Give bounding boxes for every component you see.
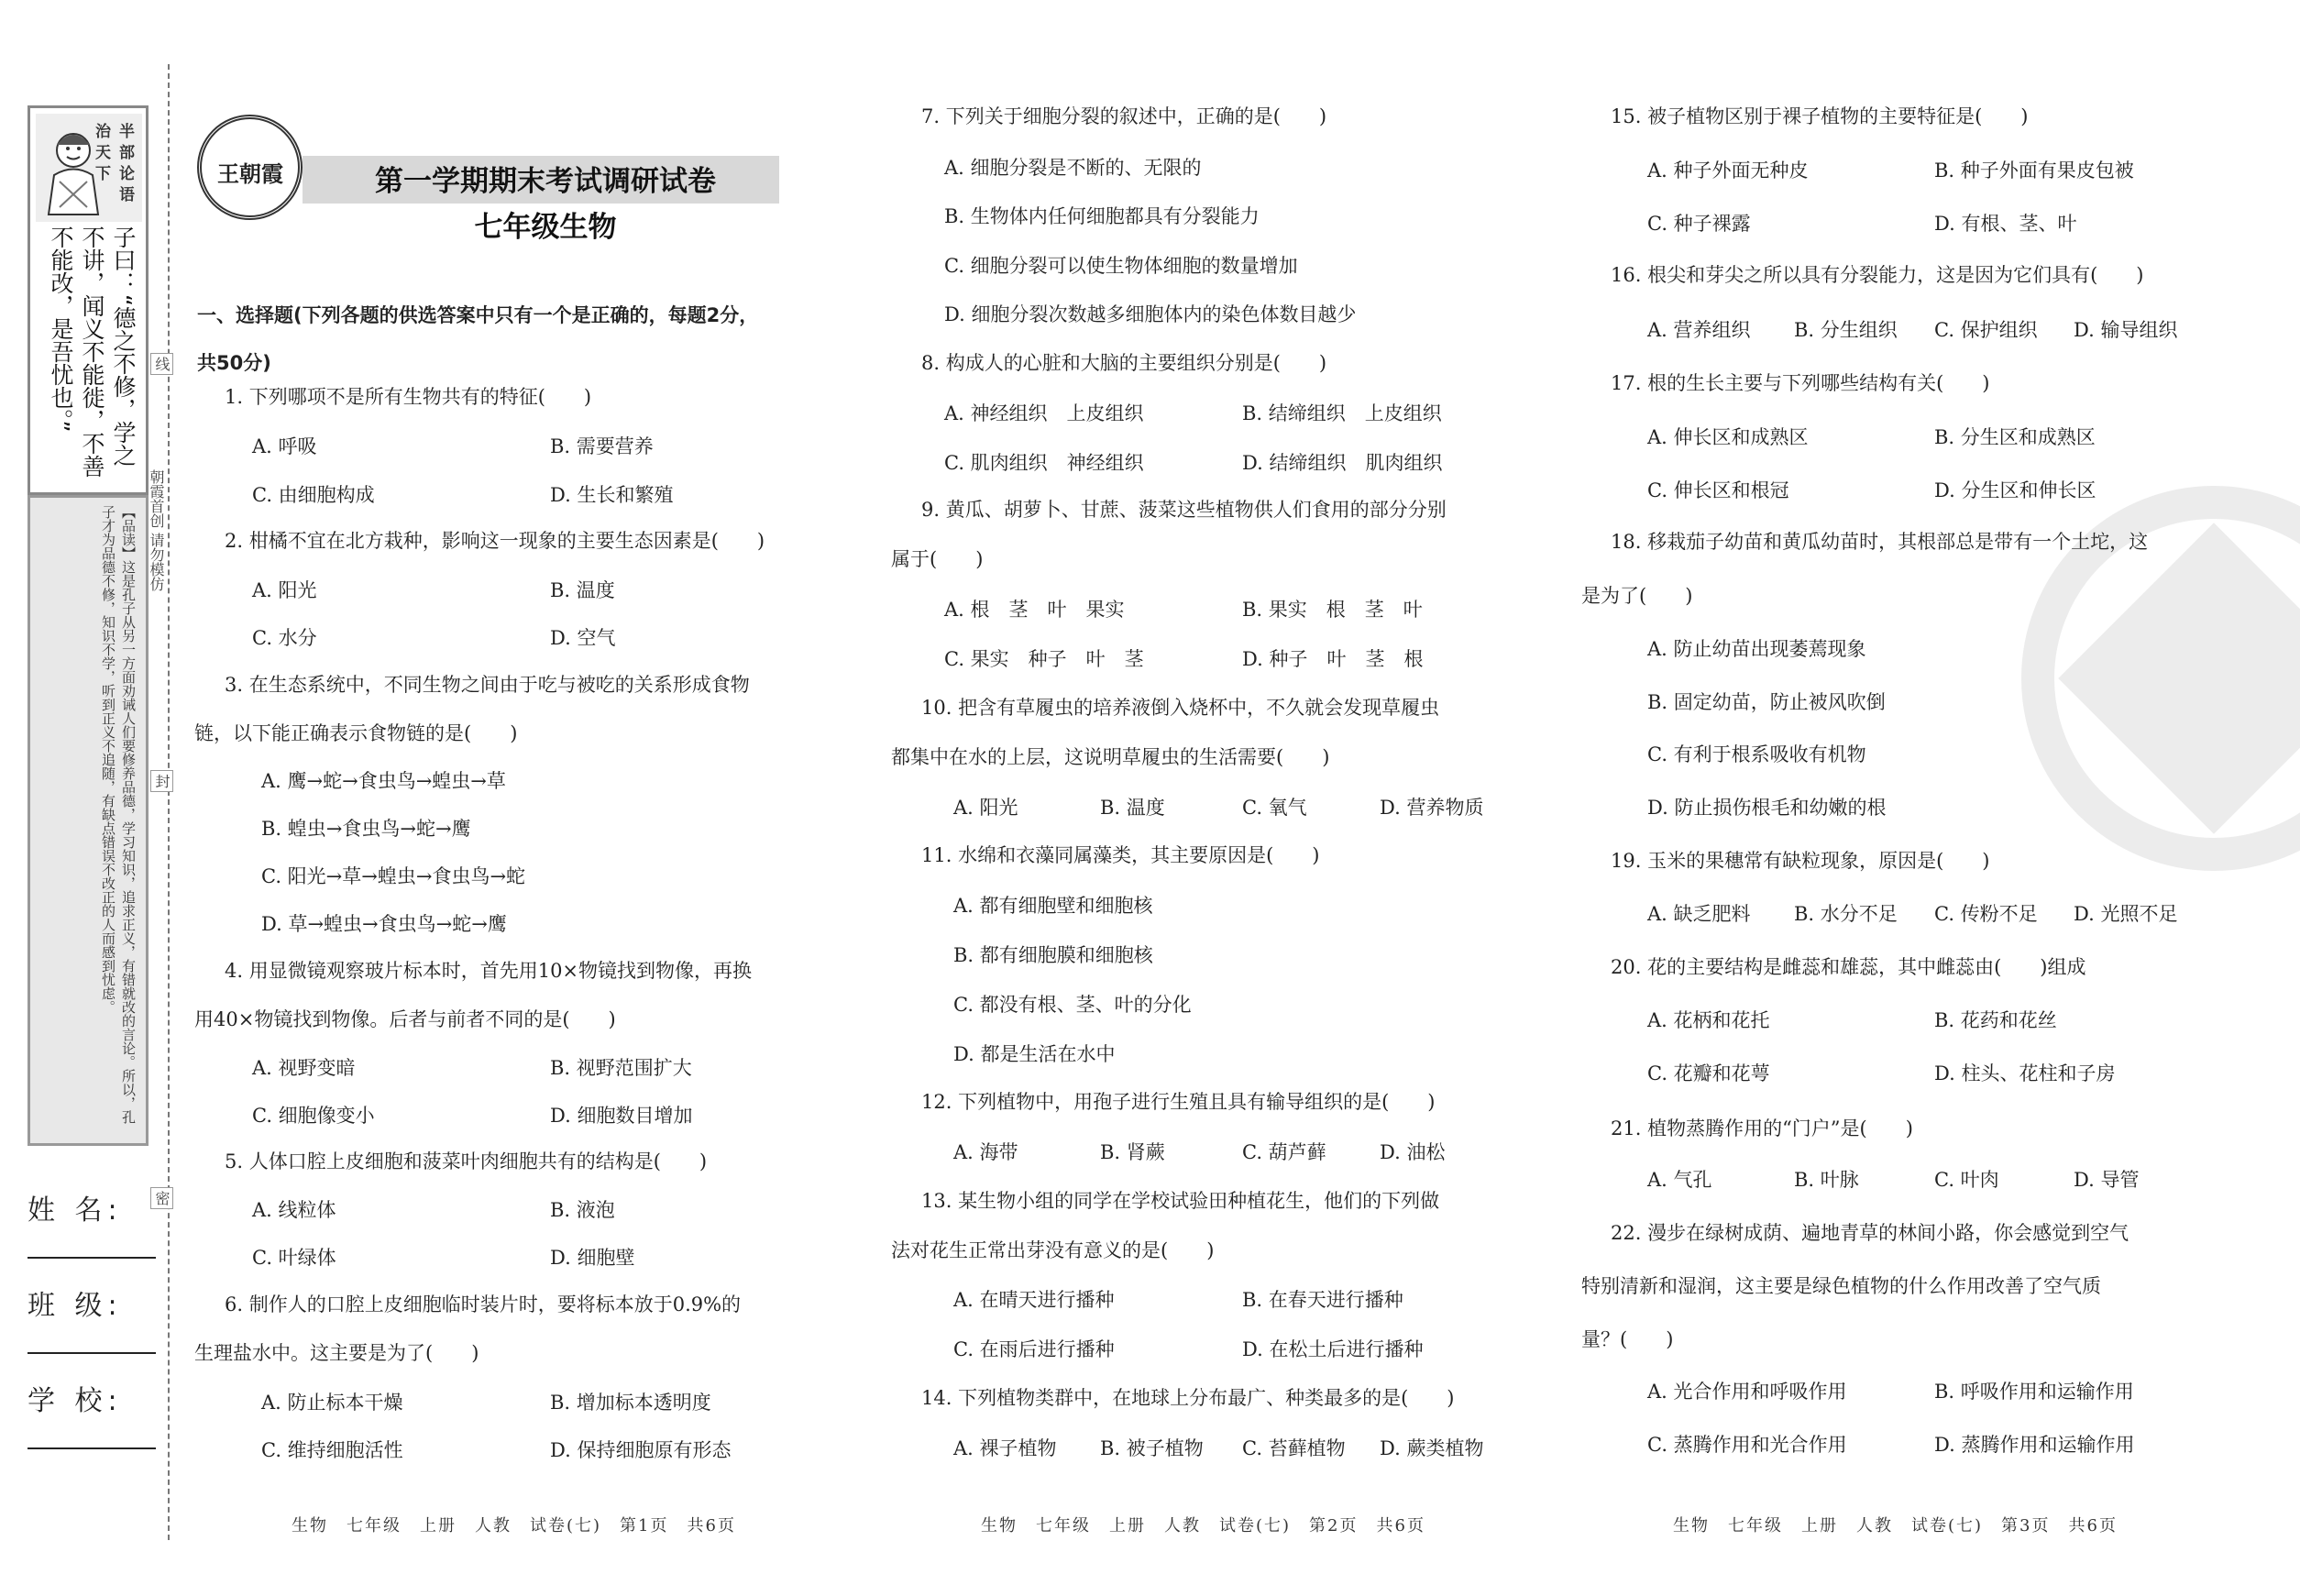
answer-option[interactable]: D. 在松土后进行播种: [1242, 1338, 1424, 1360]
answer-option[interactable]: A. 都有细胞壁和细胞核: [953, 895, 1153, 917]
answer-option[interactable]: C. 种子裸露: [1647, 213, 1751, 235]
answer-option[interactable]: B. 被子植物: [1100, 1437, 1204, 1459]
answer-option[interactable]: C. 细胞分裂可以使生物体细胞的数量增加: [944, 255, 1298, 277]
answer-option[interactable]: D. 生长和繁殖: [550, 484, 674, 506]
question-text: 14. 下列植物类群中，在地球上分布最广、种类最多的是( ): [921, 1387, 1455, 1409]
answer-option[interactable]: B. 种子外面有果皮包被: [1934, 160, 2134, 182]
answer-option[interactable]: D. 细胞数目增加: [550, 1105, 693, 1127]
answer-option[interactable]: C. 保护组织: [1934, 319, 2038, 341]
school-field[interactable]: [28, 1378, 156, 1473]
answer-option[interactable]: B. 分生区和成熟区: [1934, 426, 2096, 448]
section-heading-line1: 一、选择题(下列各题的供选答案中只有一个是正确的，每题2分，: [197, 304, 759, 326]
question-text: 17. 根的生长主要与下列哪些结构有关( ): [1611, 372, 1990, 394]
question-text: 属于( ): [891, 548, 984, 570]
answer-option[interactable]: D. 细胞壁: [550, 1247, 635, 1269]
answer-option[interactable]: D. 细胞分裂次数越多细胞体内的染色体数目越少: [944, 303, 1357, 325]
answer-option[interactable]: B. 结缔组织 上皮组织: [1242, 402, 1442, 424]
answer-option[interactable]: B. 果实 根 茎 叶: [1242, 599, 1423, 621]
answer-option[interactable]: A. 花柄和花托: [1647, 1009, 1770, 1031]
answer-option[interactable]: C. 由细胞构成: [252, 484, 375, 506]
class-field[interactable]: [28, 1282, 156, 1378]
question-text: 21. 植物蒸腾作用的“门户”是( ): [1611, 1117, 1913, 1139]
answer-option[interactable]: D. 结缔组织 肌肉组织: [1242, 452, 1443, 474]
commentary-box: [28, 495, 149, 1146]
exam-subtitle: 七年级生物: [474, 211, 617, 244]
answer-option[interactable]: D. 空气: [550, 627, 616, 649]
question-text: 用40×物镜找到物像。后者与前者不同的是( ): [194, 1008, 616, 1030]
question-text: 11. 水绵和衣藻同属藻类，其主要原因是( ): [921, 844, 1320, 866]
answer-option[interactable]: A. 视野变暗: [252, 1057, 356, 1079]
answer-option[interactable]: B. 蝗虫→食虫鸟→蛇→鹰: [261, 818, 471, 840]
question-text: 15. 被子植物区别于裸子植物的主要特征是( ): [1611, 105, 2029, 127]
answer-option[interactable]: B. 分生组织: [1794, 319, 1898, 341]
name-field[interactable]: [28, 1187, 156, 1282]
question-text: 10. 把含有草履虫的培养液倒入烧杯中，不久就会发现草履虫: [921, 697, 1440, 719]
answer-option[interactable]: A. 呼吸: [252, 435, 317, 457]
answer-option[interactable]: D. 输导组织: [2074, 319, 2178, 341]
answer-option[interactable]: B. 增加标本透明度: [550, 1392, 711, 1414]
answer-option[interactable]: D. 草→蝗虫→食虫鸟→蛇→鹰: [261, 913, 507, 935]
answer-option[interactable]: A. 营养组织: [1647, 319, 1751, 341]
answer-option[interactable]: D. 蕨类植物: [1380, 1437, 1484, 1459]
proverb-header: [36, 114, 142, 222]
answer-option[interactable]: B. 叶脉: [1794, 1169, 1859, 1191]
question-text: 量？( ): [1581, 1328, 1674, 1350]
answer-option[interactable]: C. 传粉不足: [1934, 903, 2038, 925]
question-text: 法对花生正常出芽没有意义的是( ): [891, 1239, 1215, 1261]
answer-option[interactable]: A. 鹰→蛇→食虫鸟→蝗虫→草: [261, 770, 506, 792]
answer-option[interactable]: D. 油松: [1380, 1141, 1446, 1163]
answer-option[interactable]: A. 缺乏肥料: [1647, 903, 1751, 925]
answer-option[interactable]: D. 蒸腾作用和运输作用: [1934, 1434, 2135, 1456]
cut-label-xian: 线: [150, 353, 173, 375]
answer-option[interactable]: D. 都是生活在水中: [953, 1043, 1116, 1065]
question-text: 20. 花的主要结构是雌蕊和雄蕊，其中雌蕊由( )组成: [1611, 956, 2086, 978]
answer-option[interactable]: B. 视野范围扩大: [550, 1057, 692, 1079]
cut-label-feng: 封: [150, 770, 173, 792]
question-text: 3. 在生态系统中，不同生物之间由于吃与被吃的关系形成食物: [225, 674, 750, 696]
answer-option[interactable]: C. 苔藓植物: [1242, 1437, 1346, 1459]
answer-option[interactable]: C. 叶肉: [1934, 1169, 1999, 1191]
answer-option[interactable]: C. 蒸腾作用和光合作用: [1647, 1434, 1847, 1456]
answer-option[interactable]: B. 液泡: [550, 1199, 615, 1221]
answer-option[interactable]: C. 水分: [252, 627, 317, 649]
answer-option[interactable]: A. 伸长区和成熟区: [1647, 426, 1809, 448]
cut-label-mi: 密: [150, 1187, 173, 1209]
answer-option[interactable]: D. 防止损伤根毛和幼嫩的根: [1647, 797, 1887, 819]
answer-option[interactable]: A. 阳光: [252, 579, 317, 601]
section-heading: [197, 292, 830, 387]
answer-option[interactable]: C. 细胞像变小: [252, 1105, 375, 1127]
answer-option[interactable]: B. 水分不足: [1794, 903, 1898, 925]
section-heading-line2: 共50分): [197, 352, 271, 374]
proverb-box: [28, 105, 149, 495]
answer-option[interactable]: C. 葫芦藓: [1242, 1141, 1326, 1163]
question-text: 1. 下列哪项不是所有生物共有的特征( ): [225, 386, 592, 408]
student-info-fields: [28, 1187, 156, 1473]
answer-option[interactable]: D. 分生区和伸长区: [1934, 479, 2096, 501]
answer-option[interactable]: A. 光合作用和呼吸作用: [1647, 1381, 1847, 1403]
brand-logo-text: 王朝霞: [217, 160, 283, 187]
answer-option[interactable]: B. 温度: [1100, 797, 1165, 819]
answer-option[interactable]: A. 在晴天进行播种: [953, 1289, 1115, 1311]
answer-option[interactable]: C. 氧气: [1242, 797, 1307, 819]
brand-logo: [197, 115, 303, 220]
answer-option[interactable]: D. 导管: [2074, 1169, 2140, 1191]
answer-option[interactable]: A. 线粒体: [252, 1199, 336, 1221]
answer-option[interactable]: B. 花药和花丝: [1934, 1009, 2057, 1031]
question-text: 4. 用显微镜观察玻片标本时，首先用10×物镜找到物像，再换: [225, 960, 753, 982]
question-text: 生理盐水中。这主要是为了( ): [194, 1342, 479, 1364]
answer-option[interactable]: C. 肌肉组织 神经组织: [944, 452, 1144, 474]
sidebar: [28, 105, 149, 1480]
name-label: 姓 名:: [28, 1194, 123, 1227]
answer-option[interactable]: C. 叶绿体: [252, 1247, 336, 1269]
school-label: 学 校:: [28, 1385, 123, 1417]
answer-option[interactable]: C. 都没有根、茎、叶的分化: [953, 994, 1192, 1016]
question-text: 7. 下列关于细胞分裂的叙述中，正确的是( ): [921, 105, 1327, 127]
answer-option[interactable]: A. 海带: [953, 1141, 1018, 1163]
answer-option[interactable]: B. 固定幼苗，防止被风吹倒: [1647, 691, 1886, 713]
answer-option[interactable]: A. 防止幼苗出现萎蔫现象: [1647, 638, 1866, 660]
answer-option[interactable]: D. 柱头、花柱和子房: [1934, 1062, 2116, 1084]
answer-option[interactable]: B. 肾蕨: [1100, 1141, 1165, 1163]
answer-option[interactable]: B. 在春天进行播种: [1242, 1289, 1403, 1311]
question-text: 是为了( ): [1581, 585, 1693, 607]
question-text: 13. 某生物小组的同学在学校试验田种植花生，他们的下列做: [921, 1190, 1440, 1212]
answer-option[interactable]: A. 神经组织 上皮组织: [944, 402, 1144, 424]
answer-option[interactable]: C. 伸长区和根冠: [1647, 479, 1789, 501]
answer-option[interactable]: A. 阳光: [953, 797, 1018, 819]
question-text: 都集中在水的上层，这说明草履虫的生活需要( ): [891, 746, 1330, 768]
answer-option[interactable]: C. 有利于根系吸收有机物: [1647, 743, 1866, 765]
question-text: 6. 制作人的口腔上皮细胞临时装片时，要将标本放于0.9%的: [225, 1293, 742, 1315]
answer-option[interactable]: A. 根 茎 叶 果实: [944, 599, 1125, 621]
answer-option[interactable]: A. 细胞分裂是不断的、无限的: [944, 157, 1202, 179]
exam-title: 第一学期期末考试调研试卷: [375, 165, 716, 198]
footer-page-2: 生物 七年级 上册 人教 试卷(七) 第2页 共6页: [981, 1516, 1425, 1535]
answer-option[interactable]: B. 需要营养: [550, 435, 654, 457]
answer-option[interactable]: C. 维持细胞活性: [261, 1439, 403, 1461]
answer-option[interactable]: D. 有根、茎、叶: [1934, 213, 2077, 235]
question-text: 18. 移栽茄子幼苗和黄瓜幼苗时，其根部总是带有一个土坨，这: [1611, 531, 2149, 553]
question-text: 5. 人体口腔上皮细胞和菠菜叶肉细胞共有的结构是( ): [225, 1150, 708, 1172]
answer-option[interactable]: A. 防止标本干燥: [261, 1392, 403, 1414]
answer-option[interactable]: D. 光照不足: [2074, 903, 2178, 925]
question-text: 19. 玉米的果穗常有缺粒现象，原因是( ): [1611, 850, 1990, 872]
answer-option[interactable]: A. 裸子植物: [953, 1437, 1057, 1459]
footer-page-1: 生物 七年级 上册 人教 试卷(七) 第1页 共6页: [292, 1516, 736, 1535]
answer-option[interactable]: C. 在雨后进行播种: [953, 1338, 1115, 1360]
question-text: 16. 根尖和芽尖之所以具有分裂能力，这是因为它们具有( ): [1611, 264, 2144, 286]
question-text: 链，以下能正确表示食物链的是( ): [194, 722, 518, 744]
question-text: 22. 漫步在绿树成荫、遍地青草的林间小路，你会感觉到空气: [1611, 1222, 2129, 1244]
answer-option[interactable]: D. 保持细胞原有形态: [550, 1439, 732, 1461]
cut-note: 朝霞首创 请勿模仿: [148, 469, 165, 592]
answer-option[interactable]: C. 阳光→草→蝗虫→食虫鸟→蛇: [261, 865, 526, 887]
answer-option[interactable]: D. 营养物质: [1380, 797, 1484, 819]
answer-option[interactable]: D. 种子 叶 茎 根: [1242, 648, 1424, 670]
answer-option[interactable]: B. 呼吸作用和运输作用: [1934, 1381, 2134, 1403]
answer-option[interactable]: C. 果实 种子 叶 茎: [944, 648, 1144, 670]
question-text: 9. 黄瓜、胡萝卜、甘蔗、菠菜这些植物供人们食用的部分分别: [921, 499, 1447, 521]
answer-option[interactable]: A. 气孔: [1647, 1169, 1712, 1191]
answer-option[interactable]: B. 生物体内任何细胞都具有分裂能力: [944, 205, 1260, 227]
question-text: 12. 下列植物中，用孢子进行生殖且具有输导组织的是( ): [921, 1091, 1436, 1113]
proverb-text: 子曰：“德之不修，学之不讲，闻义不能徙，不善不能改，是吾忧也。”: [48, 226, 137, 478]
answer-option[interactable]: B. 都有细胞膜和细胞核: [953, 944, 1153, 966]
question-text: 8. 构成人的心脏和大脑的主要组织分别是( ): [921, 352, 1327, 374]
answer-option[interactable]: A. 种子外面无种皮: [1647, 160, 1809, 182]
binding-line: [168, 64, 170, 1540]
answer-option[interactable]: C. 花瓣和花萼: [1647, 1062, 1770, 1084]
question-text: 特别清新和湿润，这主要是绿色植物的什么作用改善了空气质: [1581, 1275, 2101, 1297]
footer-page-3: 生物 七年级 上册 人教 试卷(七) 第3页 共6页: [1673, 1516, 2118, 1535]
answer-option[interactable]: B. 温度: [550, 579, 615, 601]
class-label: 班 级:: [28, 1290, 123, 1322]
commentary-text: 【品读】这是孔子从另一方面劝诫人们要修养品德，学习知识，追求正义，有错就改的言论。所以，孔子才为品德不修，知识不学，听到正义不追随，有缺点错误不改正的人而感到忧虑。: [100, 505, 137, 1124]
motto: 半部论语治天下: [92, 123, 134, 207]
question-text: 2. 柑橘不宜在北方栽种，影响这一现象的主要生态因素是( ): [225, 530, 765, 552]
